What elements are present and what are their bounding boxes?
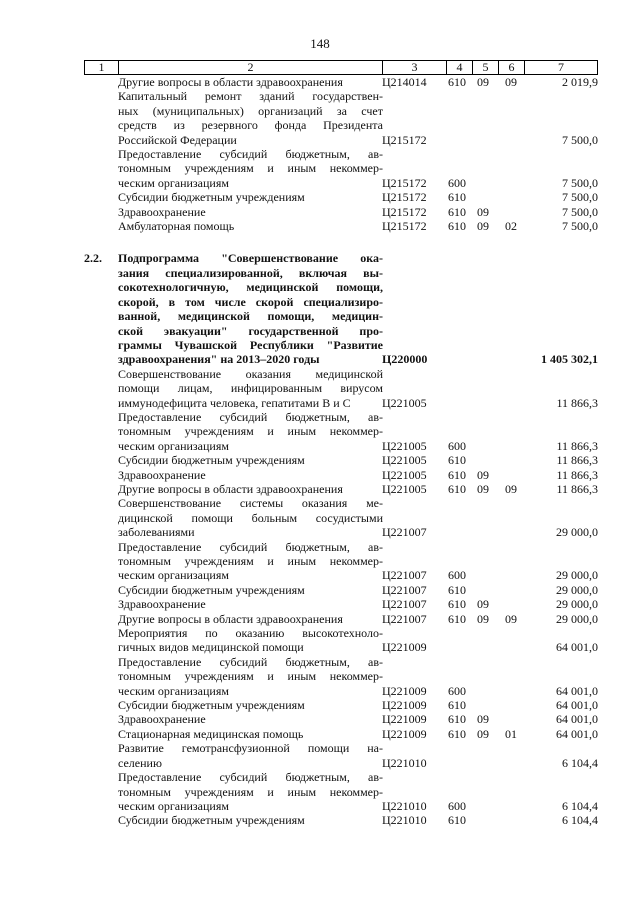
- table-row: [84, 190, 598, 204]
- row-section: 09: [477, 611, 489, 626]
- row-number: [84, 147, 118, 190]
- row-amount: 6 104,4: [562, 813, 598, 828]
- row-name-line: Совершенствование системы оказания ме-: [118, 496, 383, 511]
- row-number: [84, 741, 118, 770]
- row-name-line: гичных видов медицинской помощи: [118, 640, 304, 655]
- row-code: Ц221007: [382, 525, 427, 540]
- row-name-line: Здравоохранение: [118, 597, 206, 612]
- row-expense-type: 600: [448, 568, 466, 583]
- table-row: [84, 251, 598, 366]
- row-code: Ц221007: [382, 582, 427, 597]
- row-name-line: Развитие гемотрансфузионной помощи на-: [118, 741, 383, 756]
- row-name-line: иммунодефицита человека, гепатитами B и C: [118, 395, 351, 410]
- row-section: 09: [477, 204, 489, 219]
- row-expense-type: 610: [448, 190, 466, 205]
- row-code: Ц215172: [382, 132, 427, 147]
- col-header-7: 7: [525, 61, 598, 75]
- table-row: [84, 219, 598, 233]
- table-row: [84, 626, 598, 655]
- row-name-line: помощи лицам, инфицированным вирусом: [118, 381, 383, 396]
- row-number: [84, 468, 118, 482]
- row-expense-type: 610: [448, 481, 466, 496]
- row-expense-type: 600: [448, 175, 466, 190]
- row-code: Ц221005: [382, 453, 427, 468]
- row-code: Ц221005: [382, 481, 427, 496]
- row-code: Ц221010: [382, 798, 427, 813]
- row-expense-type: 600: [448, 798, 466, 813]
- row-number: [84, 583, 118, 597]
- row-name: [118, 367, 383, 410]
- row-name-line: ческим организациям: [118, 568, 229, 583]
- row-name-line: Подпрограмма "Совершенствование ока-: [118, 251, 383, 266]
- row-expense-type: 610: [448, 611, 466, 626]
- row-name: [118, 147, 383, 190]
- row-name-line: ческим организациям: [118, 175, 229, 190]
- row-name-line: Российской Федерации: [118, 132, 237, 147]
- row-name-line: Субсидии бюджетным учреждениям: [118, 582, 305, 597]
- row-code: Ц214014: [382, 75, 427, 89]
- row-name-line: Субсидии бюджетным учреждениям: [118, 698, 305, 713]
- row-name-line: тономным учреждениям и иным некоммер-: [118, 784, 383, 799]
- row-amount: 64 001,0: [556, 640, 598, 655]
- row-name-line: Другие вопросы в области здравоохранения: [118, 481, 343, 496]
- row-amount: 11 866,3: [556, 453, 598, 468]
- row-number: [84, 698, 118, 712]
- row-code: Ц221005: [382, 438, 427, 453]
- row-amount: 29 000,0: [556, 597, 598, 612]
- row-name: [118, 219, 383, 233]
- row-name-line: тономным учреждениям и иным некоммер-: [118, 424, 383, 439]
- row-section: 09: [477, 597, 489, 612]
- row-code: Ц221010: [382, 755, 427, 770]
- row-name: [118, 597, 383, 611]
- row-number: [84, 75, 118, 89]
- row-amount: 64 001,0: [556, 726, 598, 741]
- row-code: Ц221005: [382, 395, 427, 410]
- page-number: 148: [310, 36, 330, 51]
- row-name-line: Здравоохранение: [118, 204, 206, 219]
- row-amount: 29 000,0: [556, 525, 598, 540]
- column-header-table: [84, 60, 598, 75]
- table-row: [84, 698, 598, 712]
- table-row: [84, 89, 598, 147]
- row-expense-type: 610: [448, 726, 466, 741]
- row-name-line: Мероприятия по оказанию высокотехноло-: [118, 626, 383, 641]
- row-name-line: Предоставление субсидий бюджетным, ав-: [118, 539, 383, 554]
- row-name-line: ской эвакуации" государственной про-: [118, 323, 383, 338]
- row-name-line: граммы Чувашской Республики "Развитие: [118, 337, 383, 352]
- row-name-line: Предоставление субсидий бюджетным, ав-: [118, 409, 383, 424]
- row-code: Ц221005: [382, 467, 427, 482]
- row-amount: 7 500,0: [562, 132, 598, 147]
- row-number: [84, 655, 118, 698]
- row-number: 2.2.: [84, 251, 102, 266]
- row-name: [118, 655, 383, 698]
- row-code: Ц221010: [382, 813, 427, 828]
- row-amount: 64 001,0: [556, 683, 598, 698]
- row-amount: 29 000,0: [556, 582, 598, 597]
- row-amount: 2 019,9: [562, 75, 598, 89]
- row-name: [118, 712, 383, 726]
- row-spacer: [84, 233, 598, 251]
- row-amount: 29 000,0: [556, 568, 598, 583]
- row-name-line: дицинской помощи больным сосудистыми: [118, 510, 383, 525]
- row-number: [84, 612, 118, 626]
- row-name: [118, 698, 383, 712]
- row-amount: 1 405 302,1: [541, 352, 598, 367]
- row-expense-type: 600: [448, 683, 466, 698]
- col-header-3: 3: [383, 61, 447, 75]
- col-header-2: 2: [119, 61, 383, 75]
- row-section: 09: [477, 75, 489, 89]
- table-row: [84, 410, 598, 453]
- row-code: Ц221009: [382, 726, 427, 741]
- row-name-line: ческим организациям: [118, 798, 229, 813]
- row-code: Ц215172: [382, 175, 427, 190]
- row-number: [84, 205, 118, 219]
- row-expense-type: 600: [448, 438, 466, 453]
- row-name-line: Субсидии бюджетным учреждениям: [118, 453, 305, 468]
- row-amount: 11 866,3: [556, 467, 598, 482]
- row-code: Ц221009: [382, 712, 427, 727]
- row-expense-type: 610: [448, 582, 466, 597]
- row-name: [118, 468, 383, 482]
- row-amount: 7 500,0: [562, 219, 598, 234]
- table-row: [84, 205, 598, 219]
- table-row: [84, 453, 598, 467]
- row-amount: 64 001,0: [556, 712, 598, 727]
- row-code: Ц221009: [382, 683, 427, 698]
- row-name: [118, 626, 383, 655]
- table-row: [84, 367, 598, 410]
- row-name: [118, 741, 383, 770]
- row-expense-type: 610: [448, 204, 466, 219]
- row-subsection: 09: [505, 481, 517, 496]
- row-name: [118, 813, 383, 827]
- row-number: [84, 727, 118, 741]
- row-name: [118, 482, 383, 496]
- row-amount: 7 500,0: [562, 204, 598, 219]
- row-code: Ц221009: [382, 640, 427, 655]
- row-expense-type: 610: [448, 219, 466, 234]
- row-name: [118, 496, 383, 539]
- row-section: 09: [477, 726, 489, 741]
- row-code: Ц221007: [382, 568, 427, 583]
- row-number: [84, 410, 118, 453]
- row-name-line: Другие вопросы в области здравоохранения: [118, 75, 343, 89]
- row-amount: 6 104,4: [562, 755, 598, 770]
- row-subsection: 09: [505, 611, 517, 626]
- row-name-line: селению: [118, 755, 162, 770]
- row-subsection: 09: [505, 75, 517, 89]
- table-row: [84, 496, 598, 539]
- table-row: [84, 612, 598, 626]
- row-number: [84, 770, 118, 813]
- row-code: Ц215172: [382, 219, 427, 234]
- row-amount: 11 866,3: [556, 395, 598, 410]
- row-name-line: Предоставление субсидий бюджетным, ав-: [118, 770, 383, 785]
- row-name: [118, 75, 383, 89]
- row-number: [84, 482, 118, 496]
- table-row: [84, 147, 598, 190]
- row-section: 09: [477, 712, 489, 727]
- row-number: [84, 453, 118, 467]
- row-amount: 29 000,0: [556, 611, 598, 626]
- table-row: [84, 712, 598, 726]
- row-number: [84, 626, 118, 655]
- row-name: [118, 770, 383, 813]
- row-subsection: 01: [505, 726, 517, 741]
- row-name-line: ванной, медицинской помощи, медицин-: [118, 309, 383, 324]
- row-code: Ц215172: [382, 190, 427, 205]
- row-expense-type: 610: [448, 467, 466, 482]
- table-row: [84, 727, 598, 741]
- row-code: Ц221007: [382, 611, 427, 626]
- row-number: [84, 712, 118, 726]
- row-name-line: зания специализированной, включая вы-: [118, 265, 383, 280]
- table-row: [84, 583, 598, 597]
- row-expense-type: 610: [448, 75, 466, 89]
- row-number: [84, 367, 118, 410]
- row-expense-type: 610: [448, 453, 466, 468]
- row-number: [84, 597, 118, 611]
- row-section: 09: [477, 219, 489, 234]
- row-section: 09: [477, 467, 489, 482]
- row-name-line: тономным учреждениям и иным некоммер-: [118, 161, 383, 176]
- row-name: [118, 190, 383, 204]
- row-amount: 11 866,3: [556, 438, 598, 453]
- row-name-line: тономным учреждениям и иным некоммер-: [118, 554, 383, 568]
- row-expense-type: 610: [448, 698, 466, 713]
- col-header-6: 6: [499, 61, 525, 75]
- row-name-line: Предоставление субсидий бюджетным, ав-: [118, 654, 383, 669]
- row-name-line: Здравоохранение: [118, 712, 206, 727]
- row-name-line: здравоохранения" на 2013–2020 годы: [118, 352, 320, 367]
- row-code: Ц221009: [382, 698, 427, 713]
- row-name-line: тономным учреждениям и иным некоммер-: [118, 669, 383, 684]
- row-name-line: Предоставление субсидий бюджетным, ав-: [118, 147, 383, 162]
- row-name: [118, 410, 383, 453]
- row-name-line: Совершенствование оказания медицинской: [118, 366, 383, 381]
- row-name-line: заболеваниями: [118, 525, 195, 540]
- row-expense-type: 610: [448, 813, 466, 828]
- table-row: [84, 468, 598, 482]
- row-subsection: 02: [505, 219, 517, 234]
- row-section: 09: [477, 481, 489, 496]
- table-row: [84, 597, 598, 611]
- budget-table-body: [84, 75, 598, 828]
- row-amount: 11 866,3: [556, 481, 598, 496]
- row-name: [118, 89, 383, 147]
- table-row: [84, 655, 598, 698]
- table-row: [84, 741, 598, 770]
- row-number: [84, 219, 118, 233]
- row-amount: 6 104,4: [562, 798, 598, 813]
- table-row: [84, 770, 598, 813]
- row-name-line: Субсидии бюджетным учреждениям: [118, 813, 305, 828]
- table-row: [84, 482, 598, 496]
- row-code: Ц221007: [382, 597, 427, 612]
- row-name-line: Здравоохранение: [118, 467, 206, 482]
- row-name: [118, 453, 383, 467]
- row-name: [118, 540, 383, 583]
- row-name: [118, 727, 383, 741]
- row-number: [84, 540, 118, 583]
- column-header-row: [85, 61, 598, 75]
- row-name-line: Стационарная медицинская помощь: [118, 726, 304, 741]
- table-row: [84, 813, 598, 827]
- row-name-line: ческим организациям: [118, 683, 229, 698]
- row-name-line: сокотехнологичную, медицинской помощи,: [118, 280, 383, 295]
- row-name-line: Субсидии бюджетным учреждениям: [118, 190, 305, 205]
- row-amount: 64 001,0: [556, 698, 598, 713]
- row-number: [84, 496, 118, 539]
- row-name: [118, 583, 383, 597]
- row-number: [84, 190, 118, 204]
- row-number: [84, 813, 118, 827]
- row-name: [118, 205, 383, 219]
- col-header-4: 4: [447, 61, 473, 75]
- table-row: [84, 540, 598, 583]
- row-name-line: Амбулаторная помощь: [118, 219, 235, 234]
- row-expense-type: 610: [448, 712, 466, 727]
- row-number: [84, 89, 118, 147]
- row-name: [118, 251, 383, 366]
- row-name-line: средств из резервного фонда Президента: [118, 118, 383, 133]
- row-name-line: ных (муниципальных) организаций за счет: [118, 103, 383, 118]
- row-name: [118, 612, 383, 626]
- row-name-line: Другие вопросы в области здравоохранения: [118, 611, 343, 626]
- row-amount: 7 500,0: [562, 190, 598, 205]
- row-expense-type: 610: [448, 597, 466, 612]
- row-name-line: ческим организациям: [118, 438, 229, 453]
- row-amount: 7 500,0: [562, 175, 598, 190]
- col-header-1: 1: [85, 61, 119, 75]
- row-code: Ц215172: [382, 204, 427, 219]
- col-header-5: 5: [473, 61, 499, 75]
- row-name-line: скорой, в том числе скорой специализиро-: [118, 294, 383, 309]
- table-row: [84, 75, 598, 89]
- row-name-line: Капитальный ремонт зданий государствен-: [118, 89, 383, 104]
- row-code: Ц220000: [382, 352, 428, 367]
